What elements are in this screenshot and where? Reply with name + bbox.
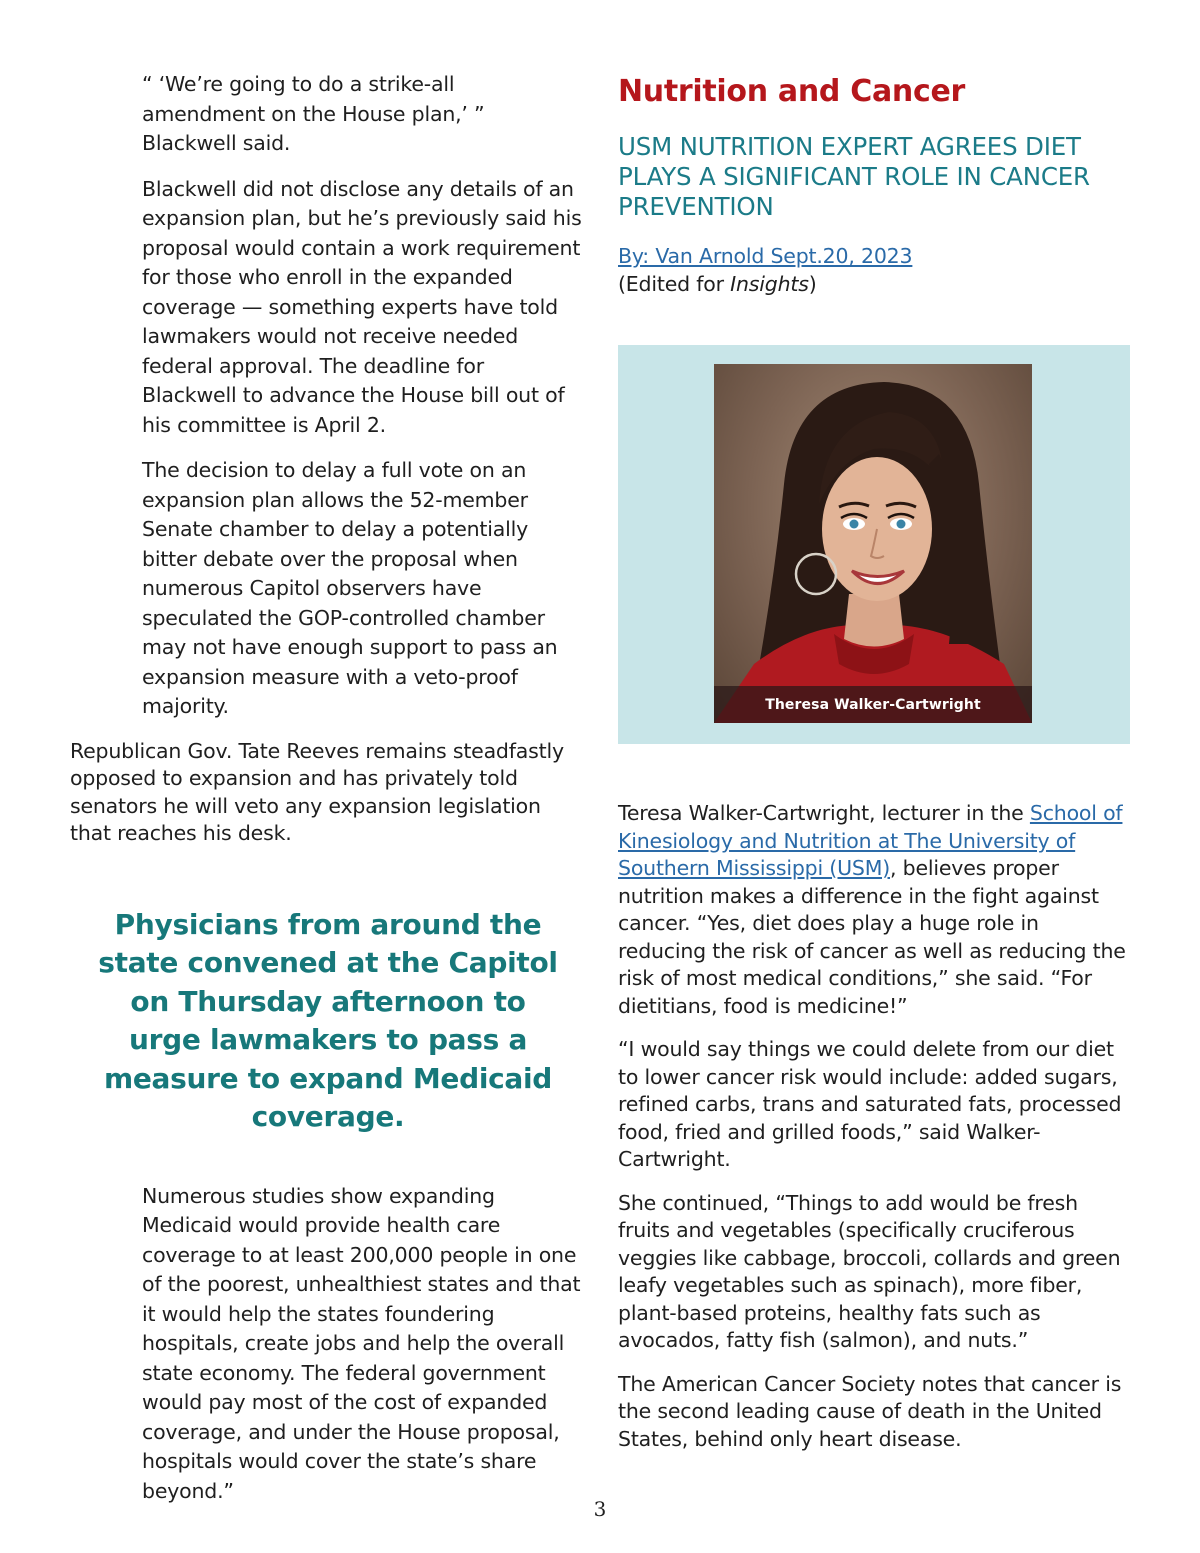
photo-caption-bar bbox=[714, 686, 1032, 723]
portrait-photo bbox=[714, 364, 1032, 723]
article-paragraph: The decision to delay a full vote on an expansion plan allows the 52-member Senate chamber to delay a potentially bitter debate over the proposal when numerous Capitol observers have speculated the GOP-controlled chamber may not have enough support to pass an expansion measure with a veto-proof majority. bbox=[142, 458, 558, 718]
pull-quote: Physicians from around the state convened at the Capitol on Thursday afternoon to urge lawmakers to pass a measure to expand Medicaid coverage. bbox=[98, 907, 558, 1133]
school-link[interactable]: School of Kinesiology and Nutrition at The University of Southern Mississippi (USM) bbox=[618, 801, 1123, 880]
portrait-illustration bbox=[714, 364, 1032, 723]
article-subheadline: USM NUTRITION EXPERT AGREES DIET PLAYS A SIGNIFICANT ROLE IN CANCER PREVENTION bbox=[618, 132, 1090, 221]
article-paragraph: “ ‘We’re going to do a strike-all amendment on the House plan,’ ” Blackwell said. bbox=[142, 72, 485, 155]
edited-prefix: (Edited for bbox=[618, 272, 731, 296]
right-column-header bbox=[618, 70, 1133, 298]
left-column bbox=[70, 70, 585, 1522]
page-number: 3 bbox=[593, 1497, 607, 1521]
edited-suffix: ) bbox=[808, 272, 817, 296]
section-title: Nutrition and Cancer bbox=[618, 74, 965, 109]
article-paragraph: She continued, “Things to add would be fresh fruits and vegetables (specifically cruciferous veggies like cabbage, broccoli, collards and green leafy vegetables such as spinach), more fiber, plant-based proteins, healthy fats such as avocados, fatty fish (salmon), and nuts.” bbox=[618, 1190, 1121, 1352]
article-paragraph: Blackwell did not disclose any details of an expansion plan, but he’s previously said his proposal would contain a work requirement for those who enroll in the expanded coverage — something experts have told lawmakers would not receive needed federal approval. The deadline for Blackwell to advance the House bill out of his committee is April 2. bbox=[142, 176, 582, 437]
paragraph-text: Teresa Walker-Cartwright, lecturer in the bbox=[618, 801, 1030, 825]
edited-publication: Insights bbox=[730, 272, 809, 296]
article-paragraph bbox=[618, 800, 1133, 1020]
article-paragraph: “I would say things we could delete from our diet to lower cancer risk would include: added sugars, refined carbs, trans and saturated fats, processed food, fried and grilled foods,” said Walker-Cartwright. bbox=[618, 1037, 1122, 1171]
photo-caption: Theresa Walker-Cartwright bbox=[765, 696, 981, 713]
byline-link[interactable]: By: Van Arnold Sept.20, 2023 bbox=[618, 244, 913, 268]
article-paragraph: The American Cancer Society notes that cancer is the second leading cause of death in the United States, behind only heart disease. bbox=[618, 1371, 1122, 1451]
photo-panel bbox=[618, 345, 1130, 744]
edited-note bbox=[618, 270, 1133, 298]
article-paragraph: Numerous studies show expanding Medicaid would provide health care coverage to at least 200,000 people in one of the poorest, unhealthiest states and that it would help the states foundering hospitals, create jobs and help the overall state economy. The federal government would pay most of the cost of expanded coverage, and under the House proposal, hospitals would cover the state’s share beyond.” bbox=[142, 1183, 581, 1503]
right-column-body bbox=[618, 800, 1133, 1469]
paragraph-text: , believes proper nutrition makes a difference in the fight against cancer. “Yes, diet does play a huge role in reducing the risk of cancer as well as reducing the risk of most medical conditions,” she said. “For dietitians, food is medicine!” bbox=[618, 856, 1126, 1018]
article-paragraph: Republican Gov. Tate Reeves remains steadfastly opposed to expansion and has privately told senators he will veto any expansion legislation that reaches his desk. bbox=[70, 738, 564, 845]
